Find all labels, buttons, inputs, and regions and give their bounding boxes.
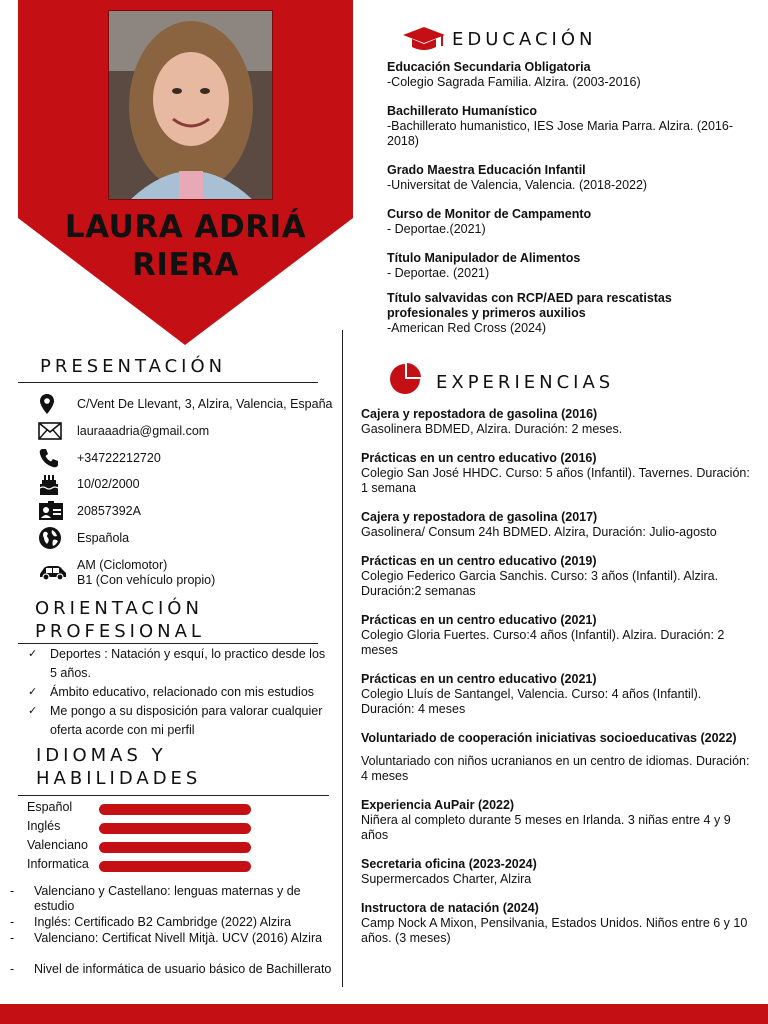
education-item-title: Curso de Monitor de Campamento	[387, 207, 592, 221]
contact-text: +34722212720	[77, 450, 161, 465]
footer-bar	[0, 1004, 768, 1024]
name-line-2: RIERA	[132, 247, 239, 283]
education-item	[387, 251, 737, 281]
globe-icon	[38, 526, 68, 550]
skills-title	[36, 744, 201, 790]
contact-id	[38, 499, 141, 523]
education-item-detail: -Bachillerato humanistico, IES Jose Maria Parra. Alzira. (2016-2018)	[387, 119, 733, 148]
skills-title-line-1: IDIOMAS Y	[36, 745, 167, 766]
phone-icon	[38, 446, 68, 470]
contact-text: C/Vent De Llevant, 3, Alzira, Valencia, España	[77, 396, 333, 411]
experience-item-title: Prácticas en un centro educativo (2016)	[361, 451, 597, 465]
language-row	[27, 819, 267, 838]
list-item-text: Ámbito educativo, relacionado con mis estudios	[50, 685, 315, 699]
contact-text	[77, 558, 215, 588]
list-item	[28, 702, 333, 740]
experience-item	[361, 407, 756, 437]
orientation-title	[35, 597, 205, 643]
experience-title: EXPERIENCIAS	[436, 372, 615, 393]
list-item: - Valenciano y Castellano: lenguas maternas y de estudio	[10, 884, 340, 914]
experience-item-detail: Colegio San José HHDC. Curso: 5 años (Infantil). Tavernes. Duración: 1 semana	[361, 466, 750, 495]
experience-item-detail: Niñera al completo durante 5 meses en Irlanda. 3 niñas entre 4 y 9 años	[361, 813, 731, 842]
language-name: Valenciano	[27, 838, 88, 852]
orientation-title-line-2: PROFESIONAL	[35, 621, 205, 642]
column-divider	[342, 330, 343, 987]
list-item-text: Valenciano y Castellano: lenguas maternas y de estudio	[34, 884, 301, 913]
experience-item-detail: Colegio Lluís de Santangel, Valencia. Curso: 4 años (Infantil). Duración: 4 meses	[361, 687, 702, 716]
language-level-bar	[99, 861, 251, 872]
education-item-detail: -Universitat de Valencia, Valencia. (2018-2022)	[387, 178, 648, 192]
language-row	[27, 800, 267, 819]
education-item	[387, 60, 737, 90]
experience-item-title: Cajera y repostadora de gasolina (2016)	[361, 407, 598, 421]
language-name: Informatica	[27, 857, 89, 871]
experience-item	[361, 798, 756, 843]
name-line-1: LAURA ADRIÁ	[64, 209, 307, 245]
experience-item	[361, 510, 756, 540]
graduation-cap-icon	[402, 26, 446, 57]
orientation-title-line-1: ORIENTACIÓN	[35, 598, 203, 619]
profile-photo	[108, 10, 273, 200]
language-level-bar	[99, 842, 251, 853]
list-item	[28, 683, 333, 702]
check-icon: ✓	[28, 648, 38, 660]
language-list	[27, 800, 267, 876]
presentation-divider	[18, 382, 318, 383]
contact-phone	[38, 446, 161, 470]
experience-item-title: Prácticas en un centro educativo (2021)	[361, 613, 597, 627]
experience-item-title: Experiencia AuPair (2022)	[361, 798, 515, 812]
experience-item	[361, 901, 756, 946]
experience-item-detail: Supermercados Charter, Alzira	[361, 872, 532, 886]
car-icon	[38, 561, 68, 585]
list-item	[28, 645, 333, 683]
language-row	[27, 838, 267, 857]
education-item	[387, 291, 737, 336]
education-item-title: Bachillerato Humanístico	[387, 104, 538, 118]
education-item	[387, 163, 737, 193]
license-line-1: AM (Ciclomotor)	[77, 558, 168, 572]
experience-item-detail: Camp Nock A Mixon, Pensilvania, Estados Unidos. Niños entre 6 y 10 años. (3 meses)	[361, 916, 748, 945]
birthday-cake-icon	[38, 472, 68, 496]
skills-title-line-2: HABILIDADES	[36, 768, 202, 789]
language-row	[27, 857, 267, 876]
person-name	[18, 208, 353, 284]
experience-item-title: Cajera y repostadora de gasolina (2017)	[361, 510, 598, 524]
language-name: Español	[27, 800, 73, 814]
contact-text: 10/02/2000	[77, 476, 140, 491]
experience-item	[361, 554, 756, 599]
contact-text: 20857392A	[77, 503, 141, 518]
list-item-text: Nivel de informática de usuario básico de Bachillerato	[34, 962, 332, 976]
contact-address	[38, 392, 332, 416]
education-item	[387, 207, 737, 237]
orientation-list	[28, 645, 333, 740]
experience-item	[361, 857, 756, 887]
contact-text[interactable]: lauraaadria@gmail.com	[77, 423, 210, 438]
list-item-text: Valenciano: Certificat Nivell Mitjà. UCV (2016) Alzira	[34, 931, 323, 945]
pie-chart-icon	[388, 362, 422, 401]
location-pin-icon	[38, 392, 68, 416]
experience-item-detail: Voluntariado con niños ucranianos en un centro de idiomas. Duración: 4 meses	[361, 754, 750, 783]
education-item	[387, 104, 737, 149]
presentation-title: PRESENTACIÓN	[40, 356, 227, 377]
education-item-title: Educación Secundaria Obligatoria	[387, 60, 591, 74]
list-item-text: Me pongo a su disposición para valorar cualquier oferta acorde con mi perfil	[50, 704, 323, 737]
license-line-2: B1 (Con vehículo propio)	[77, 573, 216, 587]
education-list	[387, 60, 737, 350]
experience-item	[361, 731, 756, 784]
experience-item	[361, 451, 756, 496]
experience-item-title: Voluntariado de cooperación iniciativas socioeducativas (2022)	[361, 731, 737, 745]
id-card-icon	[38, 499, 68, 523]
list-item-text: Deportes : Natación y esquí, lo practico desde los 5 años.	[50, 647, 326, 680]
contact-birthdate	[38, 472, 140, 496]
language-level-bar	[99, 804, 251, 815]
experience-item-detail: Colegio Federico Garcia Sanchis. Curso: 3 años (Infantil). Alzira. Duración:2 semanas	[361, 569, 719, 598]
check-icon: ✓	[28, 705, 38, 717]
education-item-detail: - Deportae.(2021)	[387, 222, 486, 236]
education-item-detail: -Colegio Sagrada Familia. Alzira. (2003-2016)	[387, 75, 641, 89]
experience-item-detail: Gasolinera/ Consum 24h BDMED. Alzira, Duración: Julio-agosto	[361, 525, 717, 539]
education-item-detail: -American Red Cross (2024)	[387, 321, 547, 335]
list-item: - Inglés: Certificado B2 Cambridge (2022) Alzira	[10, 915, 292, 929]
education-title: EDUCACIÓN	[452, 29, 597, 50]
experience-item-title: Prácticas en un centro educativo (2021)	[361, 672, 597, 686]
experience-item-title: Secretaria oficina (2023-2024)	[361, 857, 537, 871]
experience-item-detail: Gasolinera BDMED, Alzira. Duración: 2 meses.	[361, 422, 623, 436]
contact-text: Española	[77, 530, 130, 545]
experience-item-title: Instructora de natación (2024)	[361, 901, 539, 915]
orientation-divider	[18, 643, 318, 644]
list-item: - Nivel de informática de usuario básico de Bachillerato	[10, 962, 332, 976]
check-icon: ✓	[28, 686, 38, 698]
education-item-title: Título Manipulador de Alimentos	[387, 251, 581, 265]
experience-item-detail: Colegio Gloria Fuertes. Curso:4 años (Infantil). Alzira. Duración: 2 meses	[361, 628, 725, 657]
education-item-title: Título salvavidas con RCP/AED para rescatistas profesionales y primeros auxilios	[387, 291, 672, 320]
skills-notes	[10, 884, 340, 978]
education-item-detail: - Deportae. (2021)	[387, 266, 490, 280]
education-item-title: Grado Maestra Educación Infantil	[387, 163, 586, 177]
experience-item	[361, 613, 756, 658]
envelope-icon	[38, 419, 68, 443]
experience-item	[361, 672, 756, 717]
list-item-text: Inglés: Certificado B2 Cambridge (2022) Alzira	[34, 915, 292, 929]
skills-divider	[18, 795, 329, 796]
contact-email	[38, 419, 209, 443]
list-item: - Valenciano: Certificat Nivell Mitjà. UCV (2016) Alzira	[10, 931, 323, 945]
contact-driving-license	[38, 558, 215, 588]
language-level-bar	[99, 823, 251, 834]
experience-list	[361, 407, 756, 960]
language-name: Inglés	[27, 819, 61, 833]
contact-nationality	[38, 526, 129, 550]
experience-item-title: Prácticas en un centro educativo (2019)	[361, 554, 597, 568]
